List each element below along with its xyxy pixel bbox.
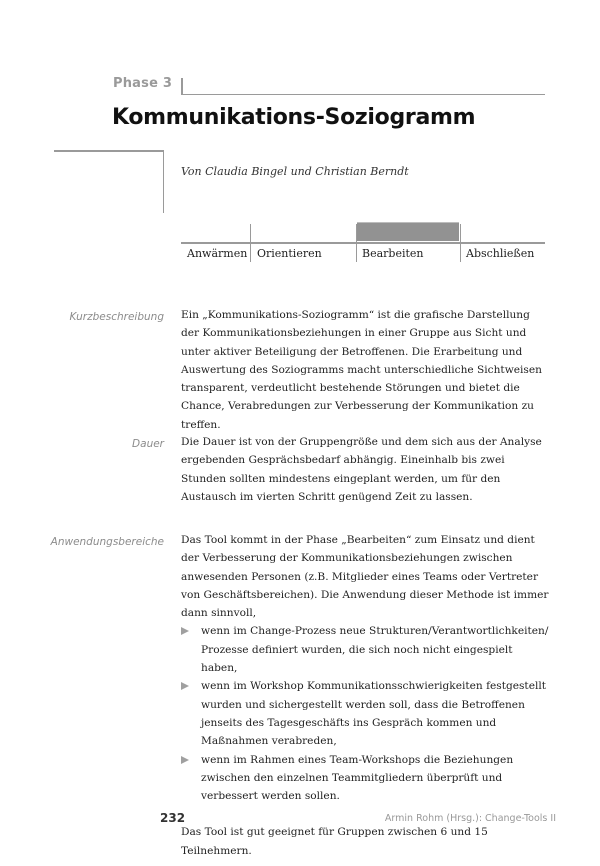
triangle-bullet-icon [181, 627, 189, 635]
page-title: Kommunikations-Soziogramm [112, 105, 476, 130]
paragraph-outro: Das Tool ist gut geeignet für Gruppen zwischen 6 und 15 Teilnehmern. [181, 826, 488, 857]
list-item-text: wenn im Rahmen eines Team-Workshops die Beziehungen zwischen den einzelnen Teammitgliedern überprüft und verbessert werden sollen. [201, 753, 514, 803]
list-item-text: wenn im Workshop Kommunikationsschwierigkeiten festgestellt wurden und sichergestellt werden soll, dass die Betroffenen jenseits des Tagesgeschäfts ins Gespräch kommen und Maßnahmen verabreden, [201, 680, 546, 748]
section-body-kurzbeschreibung [181, 306, 551, 434]
paragraph: Ein „Kommunikations-Soziogramm“ ist die grafische Darstellung der Kommunikationsbeziehungen in einer Gruppe aus Sicht und unter aktiver Beteiligung der Betroffenen. Die Erarbeitung und Auswertung des Soziogramms macht unterschiedliche Sichtweisen transparent, verdeutlicht bestehende Störungen und bietet die Chance, Verabredungen zur Verbesserung der Kommunikation zu treffen. [181, 309, 542, 431]
section-label-kurzbeschreibung: Kurzbeschreibung [69, 311, 164, 323]
list-item [181, 622, 551, 677]
section-body-anwendungsbereiche [181, 531, 551, 860]
paragraph-intro: Das Tool kommt in der Phase „Bearbeiten“ zum Einsatz und dient der Verbesserung der Kommunikationsbeziehungen zwischen anwesenden Personen (z.B. Mitglieder eines Teams oder Vertreter von Geschäftsbereichen). Die Anwendung dieser Methode ist immer dann sinnvoll, [181, 534, 549, 620]
phase-divider-vertical [181, 78, 183, 95]
triangle-bullet-icon [181, 682, 189, 690]
authors-line: Von Claudia Bingel und Christian Berndt [181, 165, 409, 178]
section-body-dauer [181, 433, 551, 506]
triangle-bullet-icon [181, 756, 189, 764]
footer-source: Armin Rohm (Hrsg.): Change-Tools II [384, 813, 556, 824]
step-divider [460, 224, 461, 262]
list-item [181, 751, 551, 806]
phase-label: Phase 3 [113, 76, 173, 91]
steps-baseline [181, 242, 545, 244]
active-step-marker [357, 222, 459, 241]
phase-divider-horizontal [181, 94, 545, 96]
bullet-list [181, 622, 551, 805]
step-anwaermen: Anwärmen [187, 247, 248, 260]
list-item [181, 677, 551, 750]
step-divider [250, 224, 251, 262]
page-number: 232 [160, 811, 186, 825]
step-bearbeiten: Bearbeiten [362, 247, 424, 260]
step-abschliessen: Abschließen [466, 247, 535, 260]
step-divider [356, 224, 357, 262]
corner-rule-vertical [163, 150, 165, 213]
corner-rule-horizontal [54, 150, 164, 152]
section-label-anwendungsbereiche: Anwendungsbereiche [50, 536, 164, 548]
section-label-dauer: Dauer [132, 438, 164, 450]
step-orientieren: Orientieren [257, 247, 322, 260]
list-item-text: wenn im Change-Prozess neue Strukturen/Verantwortlichkeiten/ Prozesse definiert wurden, die sich noch nicht eingespielt haben, [201, 625, 549, 675]
paragraph: Die Dauer ist von der Gruppengröße und dem sich aus der Analyse ergebenden Gesprächsbedarf abhängig. Eineinhalb bis zwei Stunden sollten mindestens eingeplant werden, um für den Austausch im vierten Schritt genügend Zeit zu lassen. [181, 436, 542, 503]
